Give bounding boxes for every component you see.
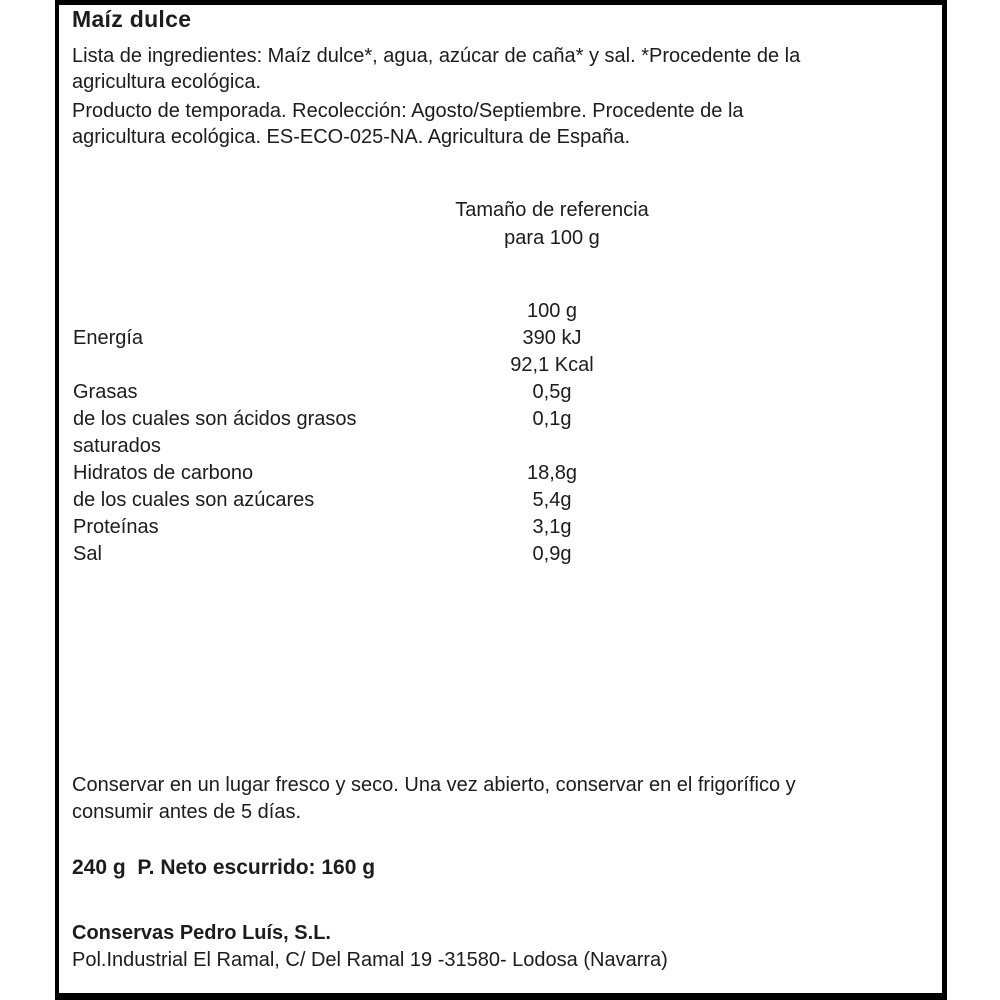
nutrition-row-sugars [0, 489, 1000, 516]
ingredients-line-1: Lista de ingredientes: Maíz dulce*, agua, azúcar de caña* y sal. *Procedente de la [72, 45, 801, 67]
reference-size-header [402, 196, 702, 252]
nutrition-column-header: 100 g [526, 300, 578, 322]
nutrient-name: Energía [73, 327, 144, 349]
nutrition-row-protein [0, 516, 1000, 543]
nutrient-name: de los cuales son azúcares [73, 489, 315, 511]
nutrient-name: Sal [73, 543, 102, 565]
nutrient-value: 0,9g [532, 543, 572, 565]
reference-size-line-1: Tamaño de referencia [455, 199, 649, 221]
nutrition-row-saturated-fat [0, 408, 1000, 435]
nutrient-value: 92,1 Kcal [510, 354, 594, 376]
manufacturer-address: Pol.Industrial El Ramal, C/ Del Ramal 19 -31580- Lodosa (Navarra) [72, 949, 668, 971]
nutrient-name: Grasas [73, 381, 138, 403]
nutrient-name: Hidratos de carbono [73, 462, 254, 484]
nutrient-value: 0,5g [532, 381, 572, 403]
season-paragraph [72, 98, 744, 150]
reference-size-line-2: para 100 g [504, 227, 600, 249]
storage-line-2: consumir antes de 5 días. [72, 801, 302, 823]
nutrient-name: de los cuales son ácidos grasos [73, 408, 357, 430]
nutrition-row-fat [0, 381, 1000, 408]
storage-instructions [72, 772, 796, 826]
nutrition-row-saturated-fat-cont [0, 435, 1000, 462]
nutrition-table [0, 300, 1000, 570]
season-line-2: agricultura ecológica. ES-ECO-025-NA. Agricultura de España. [72, 126, 631, 148]
storage-line-1: Conservar en un lugar fresco y seco. Una vez abierto, conservar en el frigorífico y [72, 774, 796, 796]
manufacturer-name: Conservas Pedro Luís, S.L. [72, 922, 331, 944]
nutrient-name: Proteínas [73, 516, 159, 538]
ingredients-paragraph [72, 43, 800, 95]
nutrient-value: 0,1g [532, 408, 572, 430]
nutrient-value: 18,8g [526, 462, 578, 484]
nutrition-row-energy-kcal [0, 354, 1000, 381]
nutrient-name: saturados [73, 435, 161, 457]
product-title: Maíz dulce [72, 6, 192, 32]
season-line-1: Producto de temporada. Recolección: Agosto/Septiembre. Procedente de la [72, 100, 744, 122]
net-weight: 240 g P. Neto escurrido: 160 g [72, 856, 376, 879]
nutrition-row-salt [0, 543, 1000, 570]
ingredients-line-2: agricultura ecológica. [72, 71, 261, 93]
nutrient-value: 5,4g [532, 489, 572, 511]
nutrition-row-carbohydrates [0, 462, 1000, 489]
nutrition-row-energy [0, 327, 1000, 354]
nutrient-value: 3,1g [532, 516, 572, 538]
nutrient-value: 390 kJ [522, 327, 582, 349]
nutrition-column-header-row [0, 300, 1000, 327]
